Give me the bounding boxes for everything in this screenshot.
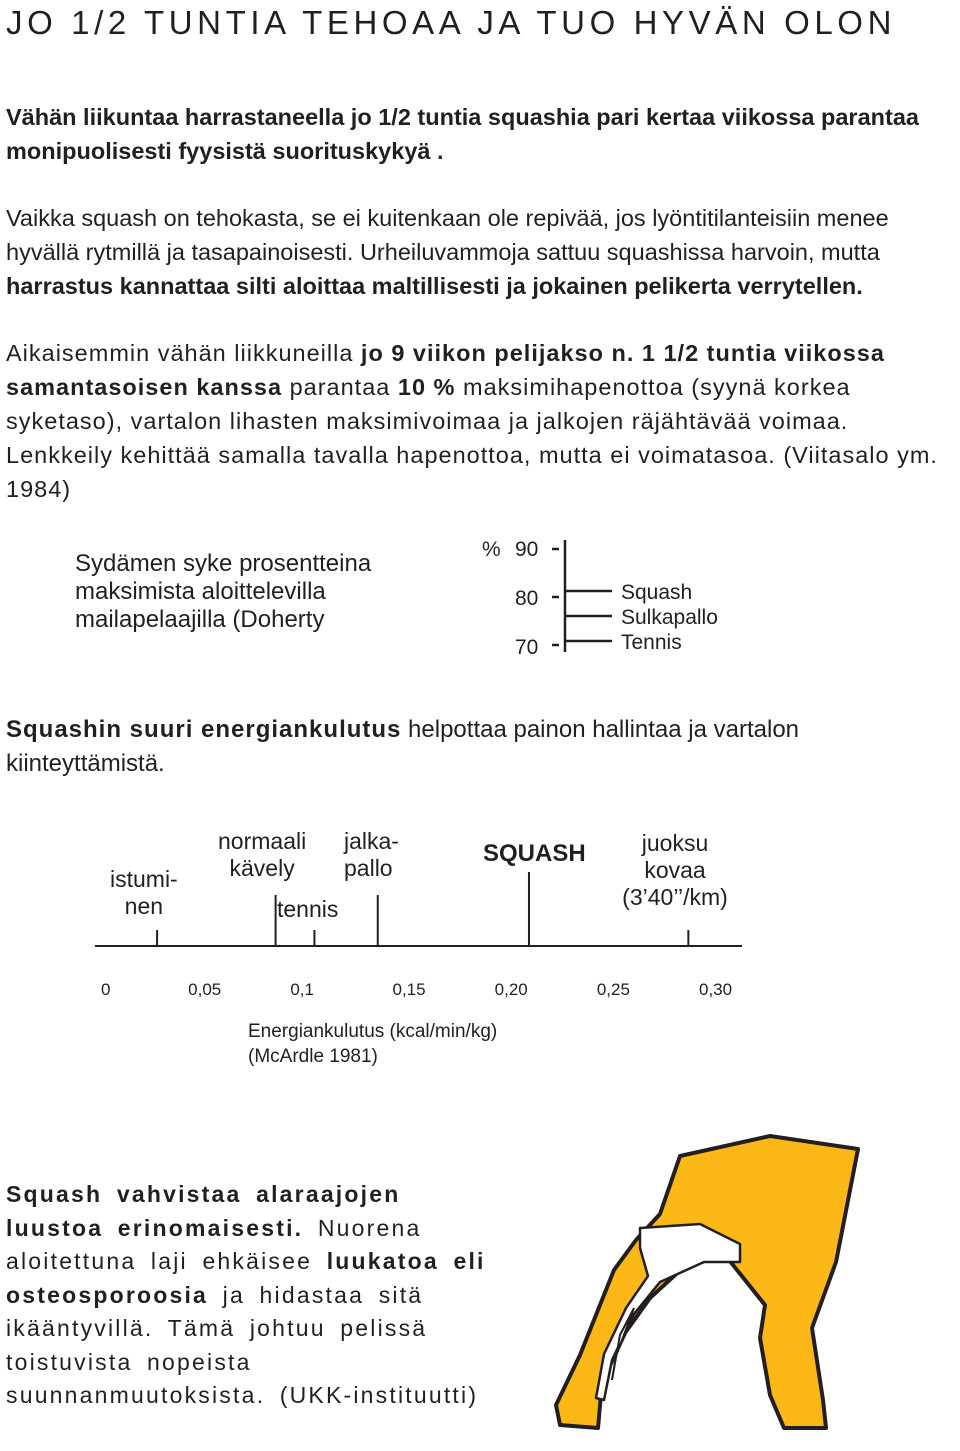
x-tick-label: 0,15 <box>392 980 426 999</box>
research-text-1: Aikaisemmin vähän liikkuneilla <box>6 340 361 366</box>
label-line: juoksu <box>641 830 709 856</box>
hr-series-label: Tennis <box>621 631 682 654</box>
bone-text-2: ja hidastaa sitä ikääntyvillä. Tämä johtuu pelissä toistuvista nopeista suunnanmuutoksista. (UKK-instituutti) <box>6 1281 479 1408</box>
hr-series-label: Squash <box>621 581 693 604</box>
hr-tick-label: 90 <box>515 538 539 561</box>
hr-caption-line: mailapelaajilla (Doherty <box>75 606 325 633</box>
bone-bold-1: Squash vahvistaa alaraajojen luustoa erinomaisesti. <box>6 1181 401 1241</box>
page-title: JO 1/2 TUNTIA TEHOAA JA TUO HYVÄN OLON <box>6 4 897 41</box>
label-line: nen <box>124 893 164 919</box>
injury-bold-text: harrastus kannattaa silti aloittaa maltillisesti ja jokainen pelikerta verrytellen. <box>6 273 863 299</box>
injury-text: Vaikka squash on tehokasta, se ei kuitenkaan ole repivää, jos lyöntitilanteisiin menee hyvällä rytmillä ja tasapainoisesti. Urheiluvammoja sattuu squashissa harvoin, mutta <box>6 205 889 265</box>
hr-tick-label: 80 <box>515 587 539 610</box>
hr-caption-line: maksimista aloittelevilla <box>75 578 326 605</box>
bone-text-1: Nuorena aloitettuna laji ehkäisee <box>6 1214 422 1274</box>
bone-bold-2: luukatoa eli osteosporoosia <box>6 1248 486 1308</box>
label-line: istumi- <box>110 866 178 892</box>
hr-series-marks <box>565 591 612 641</box>
label-line: (3’40’’/km) <box>622 884 728 910</box>
research-text-2: parantaa <box>282 374 398 400</box>
x-tick-label: 0,05 <box>188 980 222 999</box>
energy-marks <box>157 872 688 946</box>
label-line: normaali <box>218 828 307 854</box>
intro-paragraph: Vähän liikuntaa harrastaneella jo 1/2 tuntia squashia pari kertaa viikossa parantaa monipuolisesti fyysistä suorituskykyä . <box>6 104 919 164</box>
label-line: pallo <box>344 855 393 881</box>
research-bold-2: 10 % <box>397 374 456 400</box>
energy-source: (McArdle 1981) <box>248 1046 378 1067</box>
label-line: jalka- <box>344 828 399 854</box>
hr-tick-label: 70 <box>515 636 539 659</box>
label-line: kovaa <box>644 857 706 883</box>
hr-scale <box>552 540 565 652</box>
research-text-3: maksimihapenottoa (syynä korkea syketaso), vartalon lihasten maksimivoimaa ja jalkojen räjähtävää voimaa. Lenkkeily kehittää samalla tavalla hapenottoa, mutta ei voimatasoa. (Viitasalo ym. 1984) <box>6 374 938 502</box>
x-tick-label: 0,25 <box>596 980 630 999</box>
hr-caption-line: Sydämen syke prosentteina <box>75 550 372 577</box>
label-line: kävely <box>229 855 295 881</box>
x-tick-label: 0,30 <box>699 980 733 999</box>
x-tick-label: 0,1 <box>290 980 314 999</box>
energy-bold-text: Squashin suuri energiankulutus <box>6 716 402 743</box>
leg-illustration <box>556 1136 858 1428</box>
x-tick-label: 0,20 <box>494 980 528 999</box>
x-tick-label: 0 <box>101 980 111 999</box>
hr-unit: % <box>482 538 501 561</box>
energy-point-label: tennis <box>277 896 339 922</box>
energy-x-axis-label: Energiankulutus (kcal/min/kg) <box>248 1021 498 1042</box>
research-bold-1: jo 9 viikon pelijakso n. 1 1/2 tuntia viikossa samantasoisen kanssa <box>6 340 885 400</box>
hr-series-label: Sulkapallo <box>621 606 718 629</box>
energy-point-label: SQUASH <box>483 840 586 867</box>
energy-text: helpottaa painon hallintaa ja vartalon kiinteyttämistä. <box>6 716 800 777</box>
